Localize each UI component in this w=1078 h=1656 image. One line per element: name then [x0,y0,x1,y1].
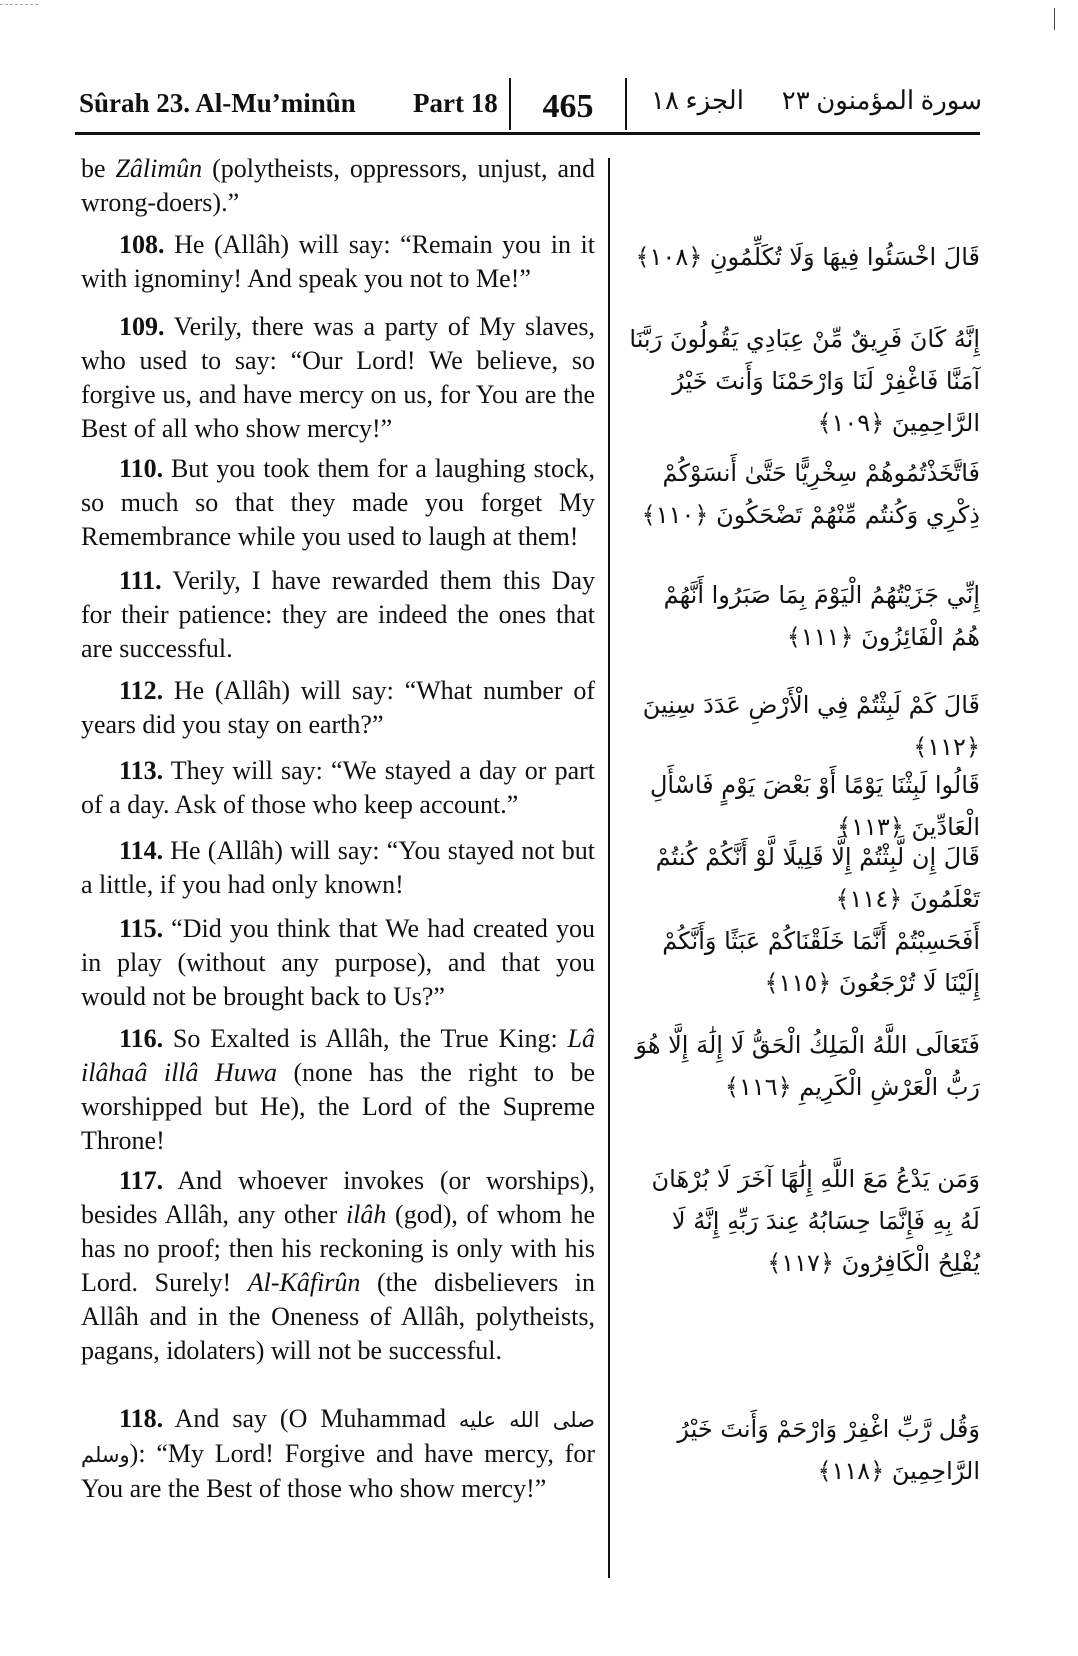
intro-paragraph: be Zâlimûn (polytheists, oppressors, unjust, and wrong-doers).” [81,154,595,217]
verse-116-en: 116. So Exalted is Allâh, the True King: Lâ ilâhaâ illâ Huwa (none has the right to be worshipped but He), the Lord of the Supreme Throne! [81,1024,595,1155]
verse-109-ar: إِنَّهُ كَانَ فَرِيقٌ مِّنْ عِبَادِي يَقُولُونَ رَبَّنَا آمَنَّا فَاغْفِرْ لَنَا وَارْحَمْنَا وَأَنتَ خَيْرُ الرَّاحِمِينَ ﴿١٠٩﴾ [629,325,980,437]
verse-115-en: 115. “Did you think that We had created you in play (without any purpose), and that you would not be brought back to Us?” [81,914,595,1011]
verse-113-en: 113. They will say: “We stayed a day or part of a day. Ask of those who keep account.” [81,756,595,819]
verse-110-en: 110. But you took them for a laughing stock, so much so that they made you forget My Remembrance while you used to laugh at them! [81,454,595,551]
verse-109-en: 109. Verily, there was a party of My slaves, who used to say: “Our Lord! We believe, so forgive us, and have mercy on us, for You are the Best of all who show mercy!” [81,312,595,443]
term-ilah: ilâh [345,1200,387,1229]
page-number: 465 [542,88,594,125]
part-label-en: Part 18 [413,88,498,118]
verse-number: 118. [119,1404,164,1433]
verse-number: 117. [119,1166,164,1195]
verse-number: 113. [119,756,164,785]
verse-number: 111. [119,566,162,595]
verse-111-en: 111. Verily, I have rewarded them this Day for their patience: they are indeed the ones that are successful. [81,566,595,663]
term-al-kafirun: Al-Kâfirûn [247,1268,361,1297]
verse-108-en: 108. He (Allâh) will say: “Remain you in it with ignominy! And speak you not to Me!” [81,230,595,293]
surah-title-ar: سورة المؤمنون ٢٣ [781,86,982,115]
verse-number: 110. [119,454,164,483]
verse-number: 109. [119,312,165,341]
page-header [0,78,1078,132]
term-shahada: Lâ ilâhaâ illâ Huwa [81,1024,595,1087]
verse-number: 114. [119,836,164,865]
verse-number: 116. [119,1024,164,1053]
header-rule [75,132,980,135]
part-label-ar: الجزء ١٨ [651,86,744,115]
scan-edge-mark [0,4,38,5]
verse-116-ar: فَتَعَالَى اللَّهُ الْمَلِكُ الْحَقُّ لَا إِلَٰهَ إِلَّا هُوَ رَبُّ الْعَرْشِ الْكَرِيمِ ﴿١١٦﴾ [635,1031,980,1101]
verse-111-ar: إِنِّي جَزَيْتُهُمُ الْيَوْمَ بِمَا صَبَرُوا أَنَّهُمْ هُمُ الْفَائِزُونَ ﴿١١١﴾ [663,581,980,651]
verse-114-en: 114. He (Allâh) will say: “You stayed not but a little, if you had only known! [81,836,595,899]
verse-115-ar: أَفَحَسِبْتُمْ أَنَّمَا خَلَقْنَاكُمْ عَبَثًا وَأَنَّكُمْ إِلَيْنَا لَا تُرْجَعُونَ ﴿١١٥﴾ [662,927,980,997]
verse-number: 112. [119,676,164,705]
page-number-box [509,78,627,130]
verse-117-ar: وَمَن يَدْعُ مَعَ اللَّهِ إِلَٰهًا آخَرَ لَا بُرْهَانَ لَهُ بِهِ فَإِنَّمَا حِسَابُهُ عِندَ رَبِّهِ إِنَّهُ لَا يُفْلِحُ الْكَافِرُونَ ﴿١١٧﴾ [651,1165,980,1277]
scan-tick-mark [1054,8,1055,30]
verse-number: 108. [119,230,165,259]
verse-114-ar: قَالَ إِن لَّبِثْتُمْ إِلَّا قَلِيلًا لَّوْ أَنَّكُمْ كُنتُمْ تَعْلَمُونَ ﴿١١٤﴾ [655,843,980,913]
verse-number: 115. [119,914,164,943]
surah-title-en: Sûrah 23. Al-Mu’minûn [79,88,356,118]
verse-112-en: 112. He (Allâh) will say: “What number of years did you stay on earth?” [81,676,595,739]
verse-110-ar: فَاتَّخَذْتُمُوهُمْ سِخْرِيًّا حَتَّىٰ أَنسَوْكُمْ ذِكْرِي وَكُنتُم مِّنْهُمْ تَضْحَكُونَ ﴿١١٠﴾ [641,459,980,529]
salutation-ar: صلى الله عليه وسلم [81,1408,595,1467]
column-divider [608,158,610,1578]
verse-113-ar: قَالُوا لَبِثْنَا يَوْمًا أَوْ بَعْضَ يَوْمٍ فَاسْأَلِ الْعَادِّينَ ﴿١١٣﴾ [649,771,980,841]
verse-112-ar: قَالَ كَمْ لَبِثْتُمْ فِي الْأَرْضِ عَدَدَ سِنِينَ ﴿١١٢﴾ [642,691,980,761]
verse-108-ar: قَالَ اخْسَئُوا فِيهَا وَلَا تُكَلِّمُونِ ﴿١٠٨﴾ [635,243,980,271]
verse-118-ar: وَقُل رَّبِّ اغْفِرْ وَارْحَمْ وَأَنتَ خَيْرُ الرَّاحِمِينَ ﴿١١٨﴾ [677,1415,980,1485]
verse-118-en: 118. And say (O Muhammad صلى الله عليه وسلم): “My Lord! Forgive and have mercy, for You are the Best of those who show mercy!” [81,1404,595,1503]
term-zalimun: Zâlimûn [115,154,203,183]
verse-117-en: 117. And whoever invokes (or worships), besides Allâh, any other ilâh (god), of whom he has no proof; then his reckoning is only with his Lord. Surely! Al-Kâfirûn (the disbelievers in Allâh and in the Oneness of Allâh, polytheists, pagans, idolaters) will not be successful. [81,1166,595,1365]
